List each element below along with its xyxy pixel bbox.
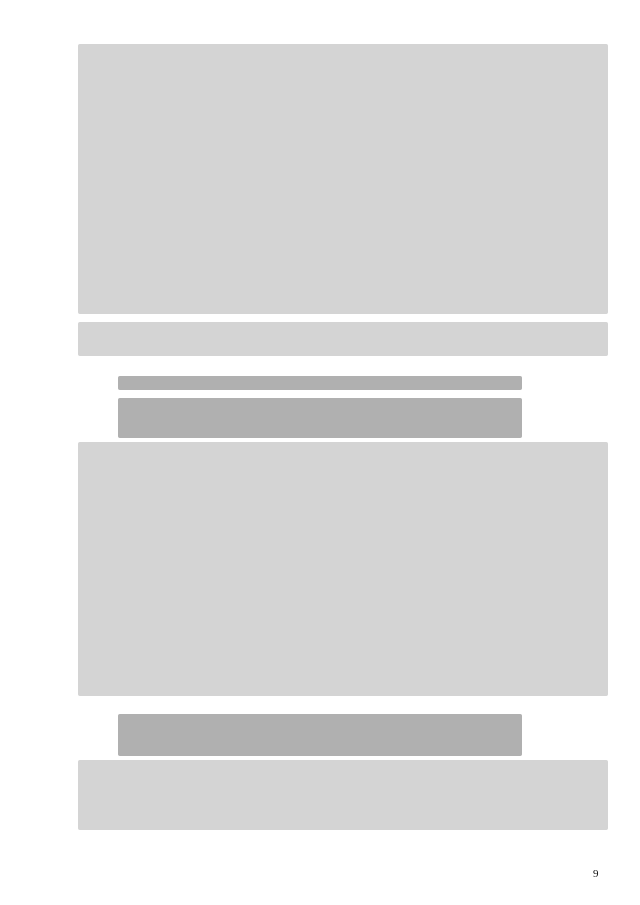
text-block-control: [78, 442, 608, 696]
text-block-responsibility: [78, 760, 608, 830]
subsection-heading: [118, 714, 522, 756]
text-block-continuation: [78, 44, 608, 314]
text-block-paragraph: [78, 322, 608, 356]
section-heading: [118, 376, 522, 390]
page-number: 9: [593, 868, 599, 880]
subsection-heading: [118, 398, 522, 438]
